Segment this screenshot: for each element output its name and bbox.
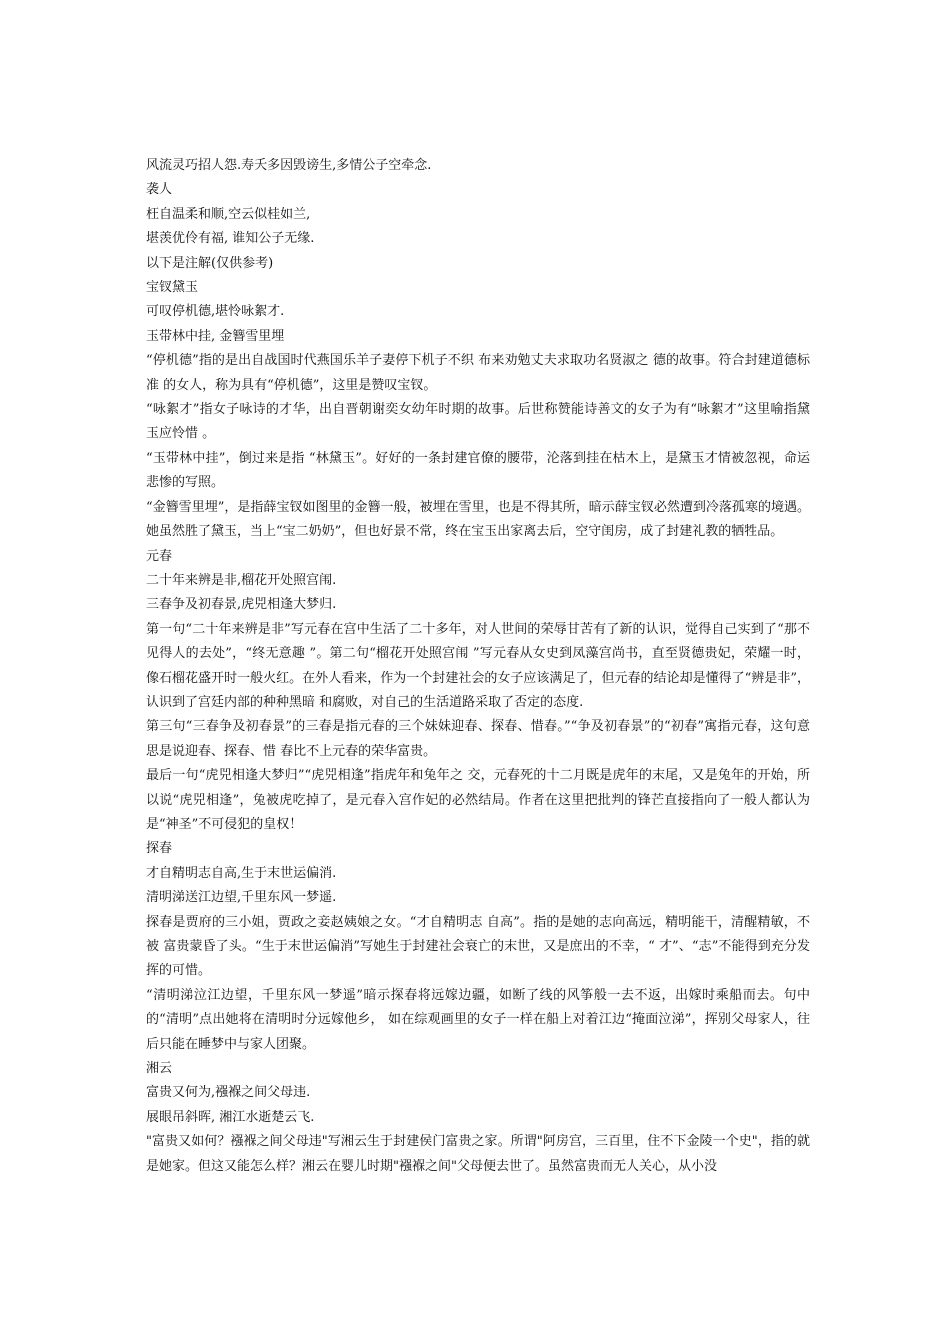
section-heading-xiangyun: 湘云 (146, 1061, 173, 1077)
poem-line: 展眼吊斜晖, 湘江水逝楚云飞. (146, 1109, 315, 1125)
poem-line: 清明涕送江边望,千里东风一梦遥. (146, 890, 337, 906)
annotation-paragraph: “咏絮才”指女子咏诗的才华，出自晋朝谢奕女幼年时期的故事。后世称赞能诗善文的女子为有“咏絮才”这里喻指黛 玉应怜惜 。 (146, 402, 810, 442)
annotation-paragraph: “停机德”指的是出自战国时代燕国乐羊子妻停下机子不织 布来劝勉丈夫求取功名贤淑之 德的故事。符合封建道德标准 的女人，称为具有“停机德”，这里是赞叹宝钗。 (146, 353, 810, 393)
poem-line: 三春争及初春景,虎兕相逢大梦归. (146, 597, 337, 613)
annotation-paragraph: "富贵又如何？襁褓之间父母违"写湘云生于封建侯门富贵之家。所谓"阿房宫，三百里，住不下金陵一个史"，指的就是她家。但这又能怎么样？湘云在婴儿时期"襁褓之间"父母便去世了。虽然富贵而无人关心，从小没 (146, 1134, 810, 1174)
section-heading-yuanchun: 元春 (146, 548, 173, 564)
poem-line: 富贵又何为,襁褓之间父母违. (146, 1085, 311, 1101)
poem-line: 玉带林中挂, 金簪雪里埋 (146, 328, 285, 344)
section-heading-baochai-daiyu: 宝钗黛玉 (146, 280, 199, 296)
poem-line: 二十年来辨是非,榴花开处照宫闱. (146, 572, 337, 588)
poem-line: 堪羡优伶有福, 谁知公子无缘. (146, 231, 315, 247)
poem-line: 枉自温柔和顺,空云似桂如兰, (146, 206, 311, 222)
annotation-paragraph: 最后一句“虎兕相逢大梦归”“虎兕相逢”指虎年和兔年之 交，元春死的十二月既是虎年的末尾，又是兔年的开始，所以说“虎兕相逢”，兔被虎吃掉了，是元春入宫作妃的必然结局。作者在这里把批判的锋芒直接指向了一般人都认为是“神圣”不可侵犯的皇权！ (146, 768, 810, 832)
annotation-paragraph: “玉带林中挂”，倒过来是指 “林黛玉”。好好的一条封建官僚的腰带，沦落到挂在枯木上，是黛玉才情被忽视，命运悲惨的写照。 (146, 450, 810, 491)
poem-line: 风流灵巧招人怨.寿夭多因毁谤生,多情公子空牵念. (146, 158, 432, 173)
section-heading-xiren: 袭人 (146, 182, 173, 198)
annotation-paragraph: “金簪雪里埋”，是指薛宝钗如图里的金簪一般，被埋在雪里，也是不得其所，暗示薛宝钗必然遭到冷落孤寒的境遇。她虽然胜了黛玉，当上“宝二奶奶”，但也好景不常，终在宝玉出家离去后，空守闺房，成了封建礼教的牺牲品。 (146, 499, 810, 540)
annotation-paragraph: 第一句“二十年来辨是非”写元春在宫中生活了二十多年，对人世间的荣辱甘苦有了新的认识，觉得自己实到了“那不 见得人的去处”，“终无意趣 ”。第二句“榴花开处照宫闱 ”写元春从女史到凤藻宫尚书，直至贤德贵妃，荣耀一时，像石榴花盛开时一般火红。在外人看来，作为一个封建社会的女子应该满足了，但元春的结论却是懂得了“辨是非”，认识到了宫廷内部的种种黑暗 和腐败，对自己的生活道路采取了否定的态度. (146, 621, 810, 710)
poem-line: 可叹停机德,堪怜咏絮才. (146, 304, 285, 320)
section-heading-tanchun: 探春 (146, 841, 173, 857)
annotation-paragraph: 第三句“三春争及初春景”的三春是指元春的三个妹妹迎春、探春、惜春。”“争及初春景”的“初春”寓指元春，这句意思是说迎春、探春、惜 春比不上元春的荣华富贵。 (146, 719, 810, 759)
poem-line: 才自精明志自高,生于末世运偏消. (146, 865, 337, 881)
annotation-paragraph: “清明涕泣江边望，千里东风一梦遥”暗示探春将远嫁边疆，如断了线的风筝般一去不返，出嫁时乘船而去。句中的“清明”点出她将在清明时分远嫁他乡， 如在综观画里的女子一样在船上对着江边“掩面泣涕”，挥别父母家人，往后只能在睡梦中与家人团聚。 (146, 987, 810, 1052)
document-body (146, 154, 810, 1179)
annotation-paragraph: 探春是贾府的三小姐，贾政之妾赵姨娘之女。“才自精明志 自高”。指的是她的志向高远，精明能干，清醒精敏，不被 富贵蒙昏了头。“生于末世运偏消”写她生于封建社会衰亡的末世，又是庶出的不幸，“ 才”、“志”不能得到充分发 挥的可惜。 (146, 914, 810, 979)
annotation-intro: 以下是注解(仅供参考) (146, 255, 274, 271)
